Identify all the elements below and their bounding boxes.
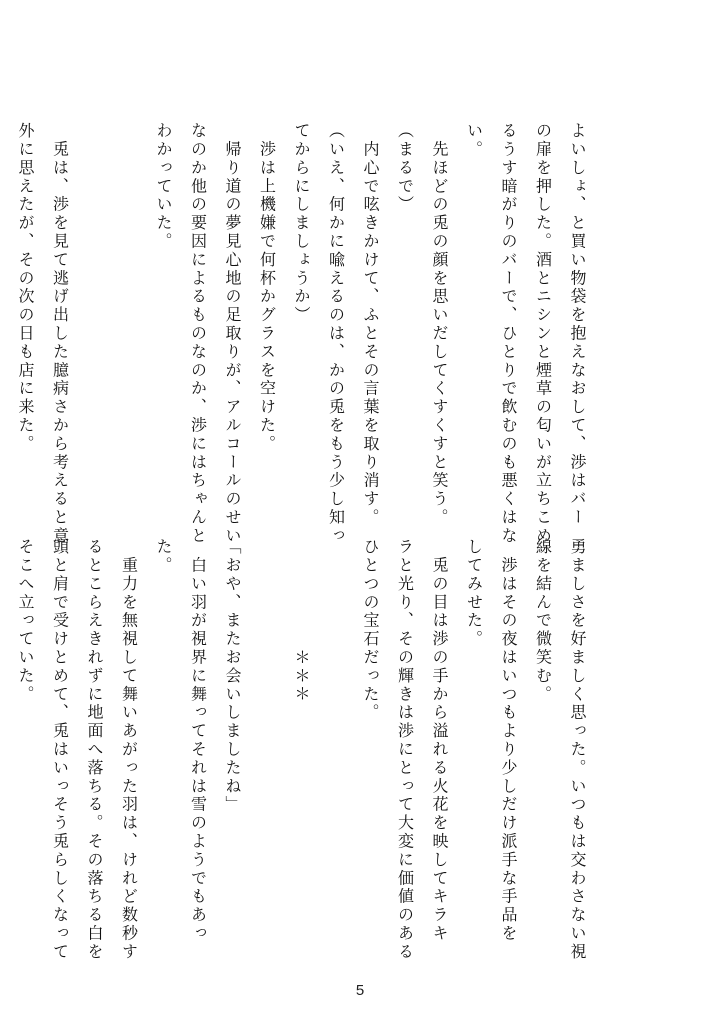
page-number: 5: [355, 982, 365, 999]
story-text-lower: 勇ましさを好ましく思った。いつもは交わさない視 線を結んで微笑む。 渉はその夜はいつもより少しだけ派手な手品を してみせた。 兎の目は渉の手から溢れる火花を映してキラキ ラと光り、その輝きは渉にとって大変に価値のある ひとつの宝石だった。 ＊＊＊ 「おや、またお会いしましたね」 白い羽が視界に舞ってそれは雪のようでもあっ た。 重力を無視して舞いあがった羽は、けれど数秒す るとこらえきれずに地面へ落ちる。その落ちる白を 頭と肩で受けとめて、兎はいっそう兎らしくなって そこへ立っていた。: [16, 538, 587, 962]
story-text-upper: よいしょ、と買い物袋を抱えなおして、渉はバー の扉を押した。酒とニシンと煙草の匂いが立ちこめ るうす暗がりのバーで、ひとりで飲むのも悪くはな い。 先ほどの兎の顔を思いだしてくすくすと笑う。 （まるで） 内心で呟きかけて、ふとその言葉を取り消す。 （いえ、何かに喩えるのは、かの兎をもう少し知っ てからにしましょうか） 渉は上機嫌で何杯かグラスを空けた。 帰り道の夢見心地の足取りが、アルコールのせい なのか他の要因によるものなのか、渉にはちゃんと わかっていた。 兎は、渉を見て逃げ出した臆病さから考えると意 外に思えたが、その次の日も店に来た。: [16, 122, 587, 546]
